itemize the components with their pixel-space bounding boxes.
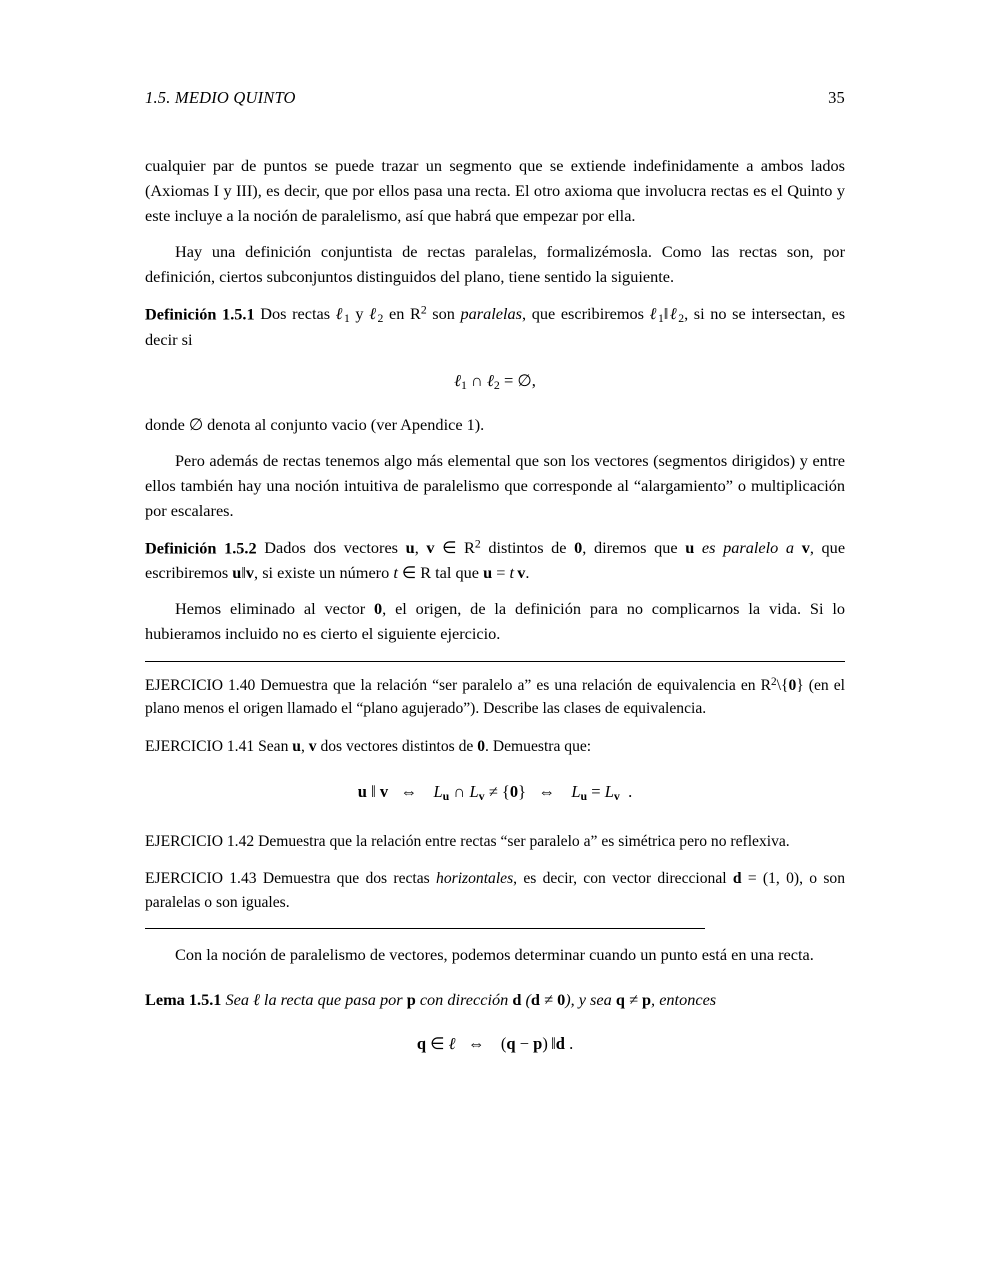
exercise-1-42-label: EJERCICIO 1.42 — [145, 832, 255, 850]
lema-1-5-1 — [145, 988, 845, 1012]
exercise-1-43 — [145, 867, 845, 914]
definition-1-5-1 — [145, 302, 845, 353]
paragraph-1: cualquier par de puntos se puede trazar un segmento que se extiende indefinidamente a ambos lados (Axiomas I y III), es decir, que por ellos pasa una recta. El otro axioma que involucra rectas es el Quinto y este incluye a la noción de paralelismo, así que habrá que empezar por ella. — [145, 156, 845, 225]
exercise-1-41-text: Sean u, v dos vectores distintos de 0. Demuestra que: — [258, 737, 592, 755]
header-page-number: 35 — [828, 88, 845, 107]
exercise-1-41-label: EJERCICIO 1.41 — [145, 737, 255, 755]
exercise-1-40-label: EJERCICIO 1.40 — [145, 677, 256, 695]
paragraph-3: donde ∅ denota al conjunto vacio (ver Apendice 1). — [145, 414, 485, 434]
exercise-1-42 — [145, 830, 845, 853]
paragraph-6: Con la noción de paralelismo de vectores, podemos determinar cuando un punto está en una recta. — [175, 945, 814, 965]
exercise-1-41 — [145, 735, 845, 806]
definition-1-5-1-label: Definición 1.5.1 — [145, 304, 255, 324]
lema-1-5-1-text: Sea ℓ la recta que pasa por p con dirección d (d ≠ 0), y sea q ≠ p, entonces — [225, 989, 717, 1009]
header-section-title: 1.5. MEDIO QUINTO — [145, 88, 296, 107]
exercise-1-43-label: EJERCICIO 1.43 — [145, 870, 257, 888]
exercise-1-43-text: Demuestra que dos rectas horizontales, es decir, con vector direccional d = (1, 0), o son paralelas o son iguales. — [145, 870, 845, 911]
definition-1-5-2 — [145, 536, 845, 586]
definition-1-5-2-label: Definición 1.5.2 — [145, 537, 257, 557]
exercise-block-top-rule — [145, 661, 845, 662]
definition-1-5-2-text: Dados dos vectores u, v ∈ $R^2$ distintos de 0, diremos que u es paralelo a v, que escribiremos u‖v, si existe un número t ∈ R tal que u = t v. — [145, 537, 846, 582]
display-equation-1: ℓ$_1$ ∩ ℓ$_2$ = ∅, — [454, 370, 536, 392]
page-content — [145, 88, 845, 1078]
page-header — [145, 88, 845, 108]
definition-1-5-1-text: Dos rectas ℓ$_1$ y ℓ$_2$ en $R^2$ son paralelas, que escribiremos ℓ$_1$‖ℓ$_2$, si no se intersectan, es decir si — [145, 303, 846, 349]
paragraph-4: Pero además de rectas tenemos algo más elemental que son los vectores (segmentos dirigidos) y entre ellos también hay una noción intuitiva de paralelismo que corresponde al “alargamiento” o multiplicación por escalares. — [145, 451, 845, 520]
exercise-1-40-text: Demuestra que la relación “ser paralelo a” es una relación de equivalencia en $R^2\backslash\{0\}$ (en el plano menos el origen llamado el “plano agujerado”). Describe las clases de equivalencia. — [145, 675, 845, 718]
exercise-1-41-display: u ‖ v ⇔ $L_u$ ∩ $L_v \ne \{0\}$ ⇔ $L_u = L_v$ . — [357, 782, 633, 804]
exercise-1-40 — [145, 674, 845, 721]
exercise-1-42-text: Demuestra que la relación entre rectas “ser paralelo a” es simétrica pero no reflexiva. — [258, 832, 790, 850]
lema-1-5-1-display: q ∈ ℓ ⇔ (q − p) ‖d . — [416, 1034, 574, 1054]
exercise-block-bottom-rule — [145, 928, 705, 929]
paragraph-5: Hemos eliminado al vector 0, el origen, de la definición para no complicarnos la vida. Si lo hubieramos incluido no es cierto el siguiente ejercicio. — [145, 599, 845, 644]
lema-1-5-1-label: Lema 1.5.1 — [145, 989, 222, 1009]
paragraph-2: Hay una definición conjuntista de rectas paralelas, formalizémosla. Como las rectas son, por definición, ciertos subconjuntos distinguidos del plano, tiene sentido la siguiente. — [145, 242, 845, 287]
